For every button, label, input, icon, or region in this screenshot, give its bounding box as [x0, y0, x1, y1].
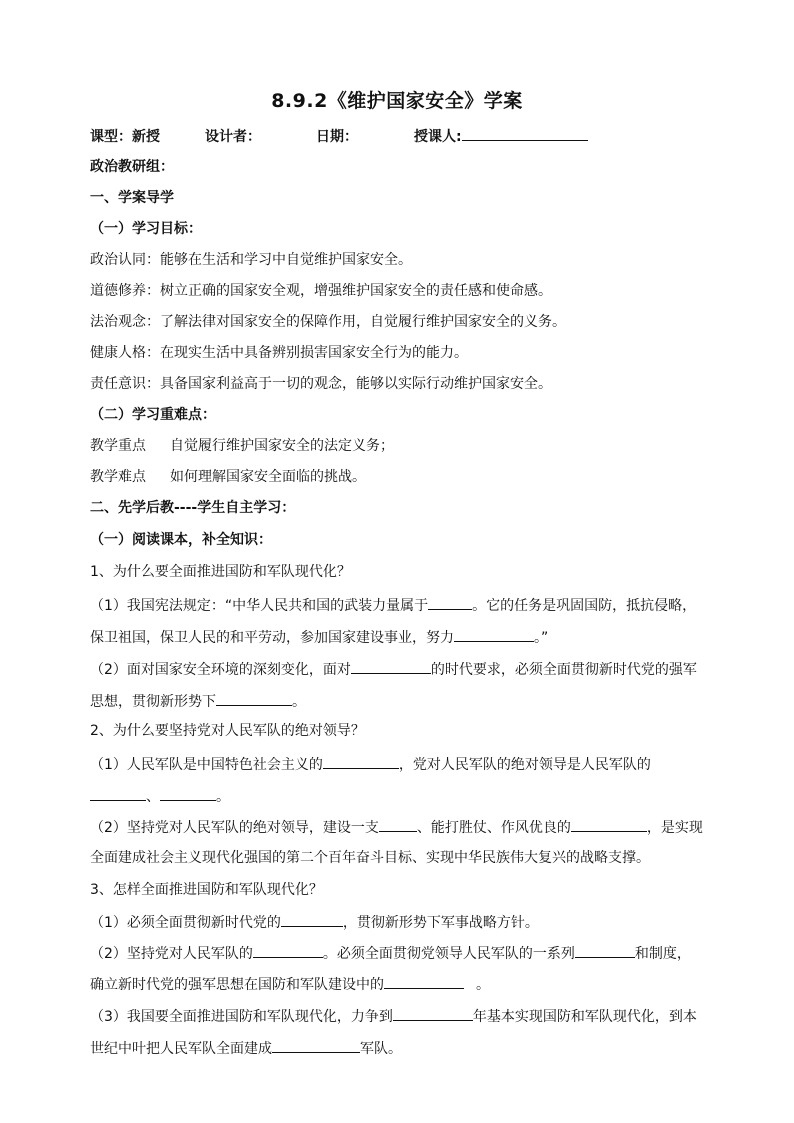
difficult-point-text: 如何理解国家安全面临的挑战。 [170, 469, 366, 485]
question-text: 和制度， [634, 946, 691, 962]
subsection-heading: （一）学习目标： [90, 221, 202, 237]
question-text: 。 [476, 977, 490, 993]
date-label: 日期： [316, 129, 358, 145]
question-text: ，贯彻新形势下军事战略方针。 [342, 915, 539, 931]
question-text: 军队。 [360, 1041, 402, 1057]
question-text: 的时代要求，必须全面贯彻新时代党的强军 [430, 662, 697, 678]
question-heading: 1、为什么要全面推进国防和军队现代化？ [90, 564, 351, 580]
designer-label: 设计者： [205, 129, 261, 145]
fill-blank[interactable] [351, 658, 431, 674]
question-text: 。它的任务是巩固国防，抵抗侵略， [472, 598, 697, 614]
question-text: 。 [216, 789, 230, 805]
question-text: （2）面对国家安全环境的深刻变化，面对 [90, 662, 351, 678]
question-text: ，党对人民军队的绝对领导是人民军队的 [398, 757, 651, 773]
goal-item: 政治认同：能够在生活和学习中自觉维护国家安全。 [90, 252, 412, 268]
question-line [90, 690, 705, 712]
fill-blank[interactable] [571, 816, 647, 832]
goal-item: 道德修养：树立正确的国家安全观，增强维护国家安全的责任感和使命感。 [90, 283, 552, 299]
fill-blank[interactable] [160, 785, 216, 801]
question-text: 保卫祖国，保卫人民的和平劳动，参加国家建设事业，努力 [90, 630, 454, 646]
header-row [90, 125, 705, 147]
question-text: （1）人民军队是中国特色社会主义的 [90, 757, 323, 773]
fill-blank[interactable] [384, 973, 464, 989]
fill-blank[interactable] [281, 911, 343, 927]
fill-blank[interactable] [323, 753, 399, 769]
fill-blank[interactable] [253, 942, 323, 958]
difficult-point [90, 467, 705, 487]
section-heading: 二、先学后教----学生自主学习： [90, 500, 296, 516]
fill-blank[interactable] [216, 690, 292, 706]
question-line [90, 1005, 705, 1027]
fill-blank[interactable] [272, 1037, 360, 1053]
question-text: 。” [534, 630, 549, 646]
difficult-point-label: 教学难点 [90, 469, 146, 485]
question-line [90, 626, 705, 648]
question-line [90, 911, 705, 933]
question-text: 、能打胜仗、作风优良的 [416, 820, 571, 836]
question-text: ，是实现 [646, 820, 703, 836]
goal-item: 责任意识：具备国家利益高于一切的观念，能够以实际行动维护国家安全。 [90, 376, 552, 392]
question-heading: 2、为什么要坚持党对人民军队的绝对领导？ [90, 723, 365, 739]
question-line [90, 1037, 705, 1059]
lesson-type: 课型：新授 [90, 129, 160, 145]
fill-blank[interactable] [428, 594, 472, 610]
question-text: 确立新时代党的强军思想在国防和军队建设中的 [90, 977, 384, 993]
key-point-text: 自觉履行维护国家安全的法定义务； [170, 438, 394, 454]
group-label: 政治教研组： [90, 159, 174, 175]
question-line [90, 658, 705, 680]
question-line [90, 785, 705, 807]
question-line [90, 973, 705, 995]
question-text: 思想，贯彻新形势下 [90, 694, 216, 710]
fill-blank[interactable] [393, 1005, 473, 1021]
question-text: 、 [146, 789, 160, 805]
fill-blank[interactable] [575, 942, 635, 958]
question-text: （1）必须全面贯彻新时代党的 [90, 915, 281, 931]
question-text: （3）我国要全面推进国防和军队现代化，力争到 [90, 1009, 393, 1025]
goal-item: 法治观念：了解法律对国家安全的保障作用，自觉履行维护国家安全的义务。 [90, 314, 566, 330]
question-text: 年基本实现国防和军队现代化，到本 [472, 1009, 697, 1025]
fill-blank[interactable] [90, 785, 146, 801]
page-title: 8.9.2《维护国家安全》学案 [271, 90, 523, 112]
question-heading: 3、怎样全面推进国防和军队现代化？ [90, 882, 323, 898]
question-line [90, 753, 705, 775]
section-heading: 一、学案导学 [90, 190, 174, 206]
question-text: （2）坚持党对人民军队的绝对领导，建设一支 [90, 820, 379, 836]
key-point-label: 教学重点 [90, 438, 146, 454]
fill-blank[interactable] [454, 626, 534, 642]
question-line [90, 594, 705, 616]
subsection-heading: （二）学习重难点： [90, 407, 216, 423]
question-line [90, 816, 705, 838]
question-text: 世纪中叶把人民军队全面建成 [90, 1041, 272, 1057]
question-line: 全面建成社会主义现代化强国的第二个百年奋斗目标、实现中华民族伟大复兴的战略支撑。 [90, 850, 650, 866]
question-text: 。 [292, 694, 306, 710]
goal-item: 健康人格：在现实生活中具备辨别损害国家安全行为的能力。 [90, 345, 468, 361]
teacher-blank[interactable] [462, 125, 588, 141]
subsection-heading: （一）阅读课本，补全知识： [90, 532, 272, 548]
question-text: 。必须全面贯彻党领导人民军队的一系列 [322, 946, 575, 962]
question-text: （1）我国宪法规定：“中华人民共和国的武装力量属于 [90, 598, 429, 614]
key-point [90, 436, 705, 456]
question-text: （2）坚持党对人民军队的 [90, 946, 253, 962]
question-line [90, 942, 705, 964]
fill-blank[interactable] [379, 816, 417, 832]
teacher-label: 授课人: [414, 129, 462, 145]
